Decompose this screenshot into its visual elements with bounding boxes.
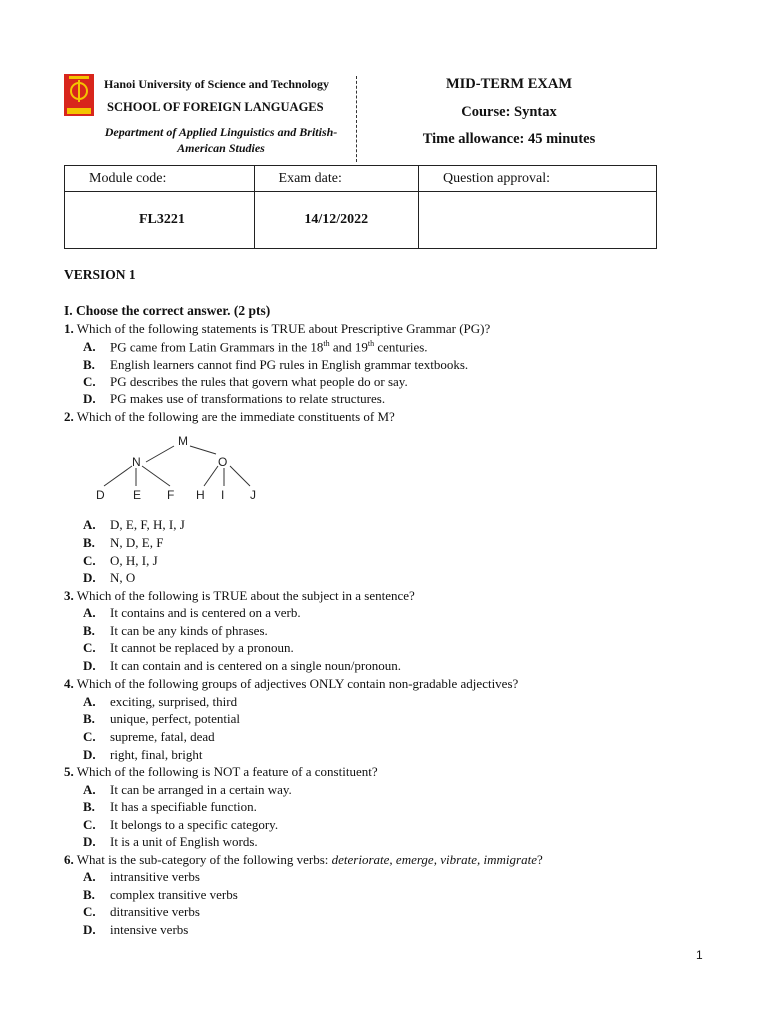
university-logo-icon [64,74,94,116]
tree-edge [142,466,170,486]
question-approval-value [419,192,657,249]
question-2 [64,409,395,425]
question-5-option-c: C. It belongs to a specific category. [83,817,279,832]
tree-edge [190,446,216,454]
question-2-option-a: A. D, E, F, H, I, J [83,517,185,532]
question-3 [64,588,415,604]
question-6-option-d: D. intensive verbs [83,922,189,937]
tree-edge [204,466,218,486]
question-6-option-b: B. complex transitive verbs [83,887,238,902]
tree-node-j: J [250,488,256,502]
exam-date-header: Exam date: [254,166,419,192]
question-6-option-a: A. intransitive verbs [83,869,200,884]
tree-node-i: I [221,488,225,502]
course-name: Course: Syntax [461,104,557,120]
question-number: 6. [64,852,74,867]
question-2-option-c: C. O, H, I, J [83,553,158,568]
question-4 [64,676,518,692]
tree-node-m: M [178,434,188,448]
question-number: 3. [64,588,74,603]
question-text: Which of the following statements is TRUE about Prescriptive Grammar (PG)? [76,321,491,336]
question-3-option-c: C. It cannot be replaced by a pronoun. [83,640,294,655]
question-approval-header: Question approval: [419,166,657,192]
question-verbs-list: deteriorate, emerge, vibrate, immigrate [331,852,537,867]
tree-node-e: E [133,488,142,502]
department-name: Department of Applied Linguistics and British-American Studies [104,125,338,155]
section-title: I. Choose the correct answer. (2 pts) [64,303,271,318]
question-5-option-a: A. It can be arranged in a certain way. [83,782,292,797]
question-text: Which of the following are the immediate constituents of M? [76,409,395,424]
question-1-option-c: C. PG describes the rules that govern what people do or say. [83,374,408,389]
question-number: 1. [64,321,74,336]
question-2-option-b: B. N, D, E, F [83,535,164,550]
page-number: 1 [696,948,703,962]
time-allowance: Time allowance: 45 minutes [422,131,596,147]
question-number: 5. [64,764,74,779]
info-table-header-row [65,166,657,192]
university-name: Hanoi University of Science and Technology [104,77,330,91]
question-text: Which of the following is TRUE about the subject in a sentence? [76,588,415,603]
question-1 [64,321,490,337]
constituent-tree-diagram [90,432,270,508]
tree-edge [146,446,174,462]
question-4-option-d: D. right, final, bright [83,747,203,762]
question-1-option-a: A. PG came from Latin Grammars in the 18th and 19th centuries. [83,339,428,355]
tree-edge [104,466,132,486]
question-4-option-b: B. unique, perfect, potential [83,711,240,726]
exam-date-value: 14/12/2022 [254,192,419,249]
question-3-option-d: D. It can contain and is centered on a single noun/pronoun. [83,658,401,673]
question-4-option-a: A. exciting, surprised, third [83,694,238,709]
question-1-option-b: B. English learners cannot find PG rules in English grammar textbooks. [83,357,469,372]
header-divider [356,76,357,162]
tree-node-o: O [218,455,228,469]
question-text: Which of the following is NOT a feature of a constituent? [76,764,378,779]
question-4-option-c: C. supreme, fatal, dead [83,729,215,744]
tree-node-h: H [196,488,205,502]
question-5-option-b: B. It has a specifiable function. [83,799,257,814]
module-info-table [64,165,657,249]
question-3-option-a: A. It contains and is centered on a verb. [83,605,301,620]
question-6: 6. What is the sub-category of the following verbs: deteriorate, emerge, vibrate, immigrate? [64,852,543,867]
question-5-option-d: D. It is a unit of English words. [83,834,258,849]
version-label: VERSION 1 [64,267,136,282]
exam-title: MID-TERM EXAM [445,76,573,92]
question-text: What is the sub-category of the following verbs: [76,852,332,867]
question-6-option-c: C. ditransitive verbs [83,904,200,919]
tree-node-d: D [96,488,105,502]
tree-node-n: N [132,455,141,469]
question-number: 2. [64,409,74,424]
exam-header [64,74,664,164]
question-5 [64,764,378,780]
tree-node-f: F [167,488,175,502]
question-text: Which of the following groups of adjectives ONLY contain non-gradable adjectives? [76,676,519,691]
module-code-header: Module code: [65,166,255,192]
module-code-value: FL3221 [65,192,255,249]
question-3-option-b: B. It can be any kinds of phrases. [83,623,268,638]
info-table-value-row [65,192,657,249]
question-number: 4. [64,676,74,691]
tree-edge [230,466,250,486]
question-1-option-d: D. PG makes use of transformations to relate structures. [83,391,386,406]
school-name: SCHOOL OF FOREIGN LANGUAGES [107,100,324,114]
question-2-option-d: D. N, O [83,570,136,585]
